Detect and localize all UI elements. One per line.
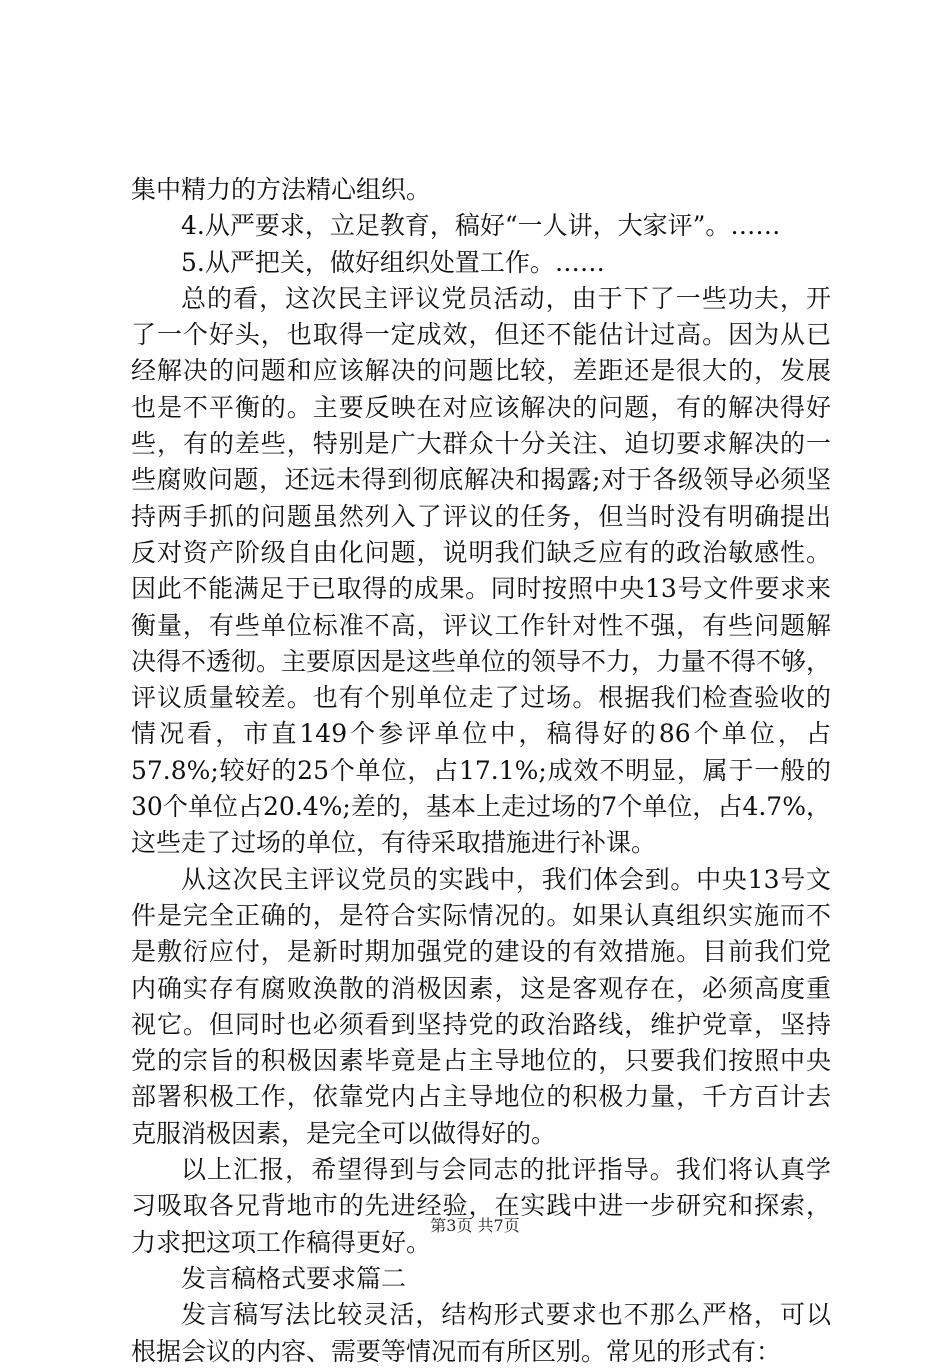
text-line: 发言稿写法比较灵活，结构形式要求也不那么严格，可以 xyxy=(181,1300,831,1330)
text-line: 经解决的问题和应该解决的问题比较，差距还是很大的，发展 xyxy=(131,356,831,386)
text-line: 30个单位占20.4%;差的，基本上走过场的7个单位，占4.7%， xyxy=(131,792,831,822)
text-line: 也是不平衡的。主要反映在对应该解决的问题，有的解决得好 xyxy=(131,392,831,422)
text-line: 评议质量较差。也有个别单位走了过场。根据我们检查验收的 xyxy=(131,683,831,713)
text-line: 党的宗旨的积极因素毕竟是占主导地位的，只要我们按照中央 xyxy=(131,1046,831,1076)
text-line: 从这次民主评议党员的实践中，我们体会到。中央13号文 xyxy=(181,864,831,894)
text-line: 些，有的差些，特别是广大群众十分关注、迫切要求解决的一 xyxy=(131,429,831,459)
text-line: 根据会议的内容、需要等情况而有所区别。常见的形式有： xyxy=(131,1336,782,1366)
text-line: 视它。但同时也必须看到坚持党的政治路线，维护党章，坚持 xyxy=(131,1009,831,1039)
text-line: 部署积极工作，依靠党内占主导地位的积极力量，千方百计去 xyxy=(131,1082,831,1112)
text-line: 反对资产阶级自由化问题，说明我们缺乏应有的政治敏感性。 xyxy=(131,537,831,567)
page-footer xyxy=(0,1214,950,1238)
text-line: 习吸取各兄背地市的先进经验，在实践中进一步研究和探索， xyxy=(131,1191,831,1221)
text-line: 持两手抓的问题虽然列入了评议的任务，但当时没有明确提出 xyxy=(131,501,831,531)
text-line: 是敷衍应付，是新时期加强党的建设的有效措施。目前我们党 xyxy=(131,937,831,967)
page-number: 第3页 共7页 xyxy=(430,1216,520,1235)
text-line: 内确实存有腐败涣散的消极因素，这是客观存在，必须高度重 xyxy=(131,973,831,1003)
text-line: 4.从严要求，立足教育，稿好“一人讲，大家评”。…… xyxy=(181,211,781,241)
document-body xyxy=(131,172,831,1370)
text-line: 衡量，有些单位标准不高，评议工作针对性不强，有些问题解 xyxy=(131,610,831,640)
text-line: 了一个好头，也取得一定成效，但还不能估计过高。因为从已 xyxy=(131,320,831,350)
text-line: 克服消极因素，是完全可以做得好的。 xyxy=(131,1118,557,1148)
text-line: 些腐败问题，还远未得到彻底解决和揭露;对于各级领导必须坚 xyxy=(131,465,831,495)
text-line: 情况看，市直149个参评单位中，稿得好的86个单位，占 xyxy=(131,719,831,749)
text-line: 以上汇报，希望得到与会同志的批评指导。我们将认真学 xyxy=(181,1155,831,1185)
text-line: 5.从严把关，做好组织处置工作。…… xyxy=(181,247,605,277)
text-line: 力求把这项工作稿得更好。 xyxy=(131,1227,432,1257)
text-line: 这些走了过场的单位，有待采取措施进行补课。 xyxy=(131,828,657,858)
text-line: 集中精力的方法精心组织。 xyxy=(131,175,432,204)
text-line: 件是完全正确的，是符合实际情况的。如果认真组织实施而不 xyxy=(131,900,831,930)
text-line: 发言稿格式要求篇二 xyxy=(181,1263,407,1293)
text-line: 总的看，这次民主评议党员活动，由于下了一些功夫，开 xyxy=(181,283,831,313)
text-line: 决得不透彻。主要原因是这些单位的领导不力，力量不得不够， xyxy=(131,646,831,676)
text-line: 57.8%;较好的25个单位，占17.1%;成效不明显，属于一般的 xyxy=(131,755,831,785)
text-line: 因此不能满足于已取得的成果。同时按照中央13号文件要求来 xyxy=(131,574,831,604)
